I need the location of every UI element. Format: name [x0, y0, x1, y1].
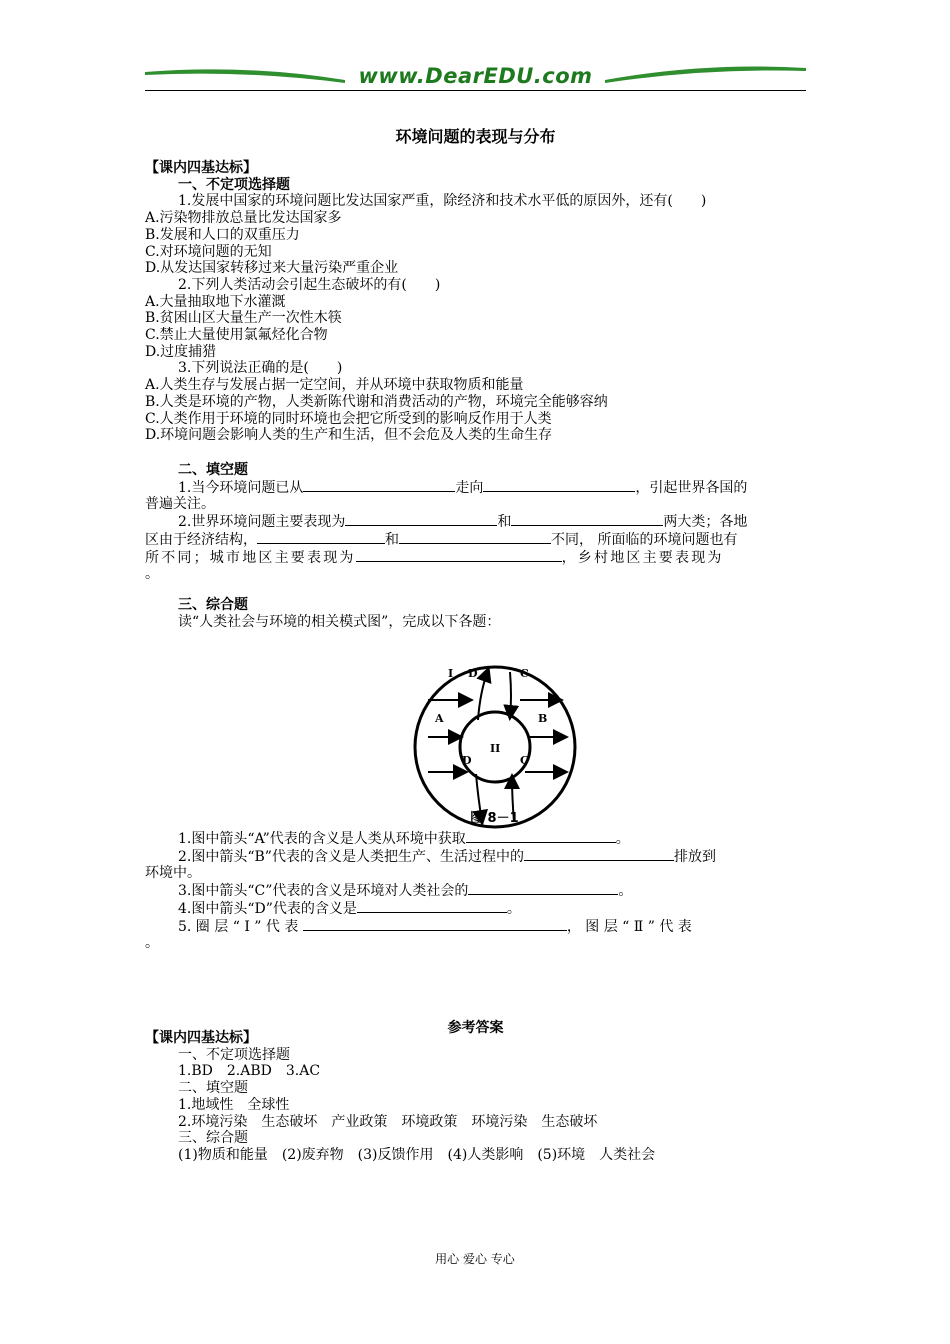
answers-a3: (1)物质和能量 (2)废弃物 (3)反馈作用 (4)人类影响 (5)环境 人类社会 [178, 1146, 656, 1163]
p3-q3 [145, 882, 806, 900]
q2-option: C.禁止大量使用氯氟烃化合物 [145, 327, 328, 344]
blank[interactable] [303, 479, 455, 492]
blank[interactable] [303, 918, 567, 931]
text: 1.当今环境问题已从 [178, 479, 304, 496]
text: 两大类；各地 [663, 514, 748, 531]
text: 3.图中箭头“C”代表的含义是环境对人类社会的 [178, 883, 469, 900]
header-rule [145, 90, 806, 91]
q2-option: B.贫困山区大量生产一次性木筷 [145, 310, 342, 327]
answers-h2: 二、填空题 [178, 1080, 248, 1097]
label-a: A [435, 712, 444, 725]
q3-option: C.人类作用于环境的同时环境也会把它所受到的影响反作用于人类 [145, 410, 552, 427]
blank[interactable] [399, 531, 551, 544]
text: 。 [506, 900, 521, 917]
text: ，乡村地区主要表现为 [561, 549, 724, 566]
part2-heading: 二、填空题 [178, 462, 248, 478]
p3-q2 [145, 848, 806, 866]
label-d-top: D [468, 667, 478, 680]
answers-h3: 三、综合题 [178, 1130, 248, 1147]
p3-q2-cont: 环境中。 [145, 865, 201, 882]
text: 走向 [455, 479, 484, 496]
label-outer: I [448, 667, 454, 680]
blank[interactable] [466, 830, 616, 843]
q3-option: D.环境问题会影响人类的生产和生活，但不会危及人类的生命生存 [145, 427, 553, 444]
q3-option: B.人类是环境的产物，人类新陈代谢和消费活动的产物，环境完全能够容纳 [145, 393, 608, 410]
answers-a2-2: 2.环境污染 生态破坏 产业政策 环境政策 环境污染 生态破坏 [178, 1113, 598, 1130]
q1-option: A.污染物排放总量比发达国家多 [145, 210, 342, 227]
answers-a1: 1.BD 2.ABD 3.AC [178, 1063, 321, 1080]
text: 2.图中箭头“B”代表的含义是人类把生产、生活过程中的 [178, 848, 524, 865]
fill-q1-cont: 普遍关注。 [145, 496, 215, 513]
figure-caption: 图 8－1 [470, 811, 519, 826]
label-c-top: C [520, 667, 529, 680]
label-b: B [538, 712, 548, 725]
blank[interactable] [483, 479, 635, 492]
p3-q1 [145, 830, 806, 848]
blank[interactable] [468, 882, 618, 895]
blank[interactable] [345, 513, 497, 526]
p3-q5-end: 。 [145, 935, 159, 952]
text: 和 [385, 531, 399, 548]
text: ， 图 层 “ Ⅱ ” 代 表 [566, 918, 692, 935]
p3-q5 [145, 918, 806, 936]
section-heading: 【课内四基达标】 [145, 160, 257, 176]
text: ，引起世界各国的 [635, 479, 748, 496]
answers-title: 参考答案 [447, 1020, 504, 1036]
fill-q2-end: 。 [145, 566, 159, 583]
q1-option: D.从发达国家转移过来大量污染严重企业 [145, 260, 399, 277]
part3-block [145, 597, 806, 630]
label-inner: II [490, 742, 501, 755]
answers-h1: 一、不定项选择题 [178, 1046, 290, 1063]
fill-q2-cont2 [145, 549, 806, 567]
text: 。 [618, 883, 633, 900]
question-2: 2.下列人类活动会引起生态破坏的有( ) [178, 276, 441, 293]
site-header [145, 60, 806, 92]
text: 1.图中箭头“A”代表的含义是人类从环境中获取 [178, 831, 466, 847]
question-1: 1.发展中国家的环境问题比发达国家严重，除经济和技术水平低的原因外，还有( ) [178, 193, 707, 210]
text: 排放到 [673, 848, 716, 865]
label-d-bottom: D [462, 754, 472, 767]
q3-option: A.人类生存与发展占据一定空间，并从环境中获取物质和能量 [145, 377, 524, 394]
p3-q4 [145, 900, 806, 918]
text: 。 [615, 831, 630, 847]
part1-block [145, 160, 806, 444]
fill-q2-cont [145, 531, 806, 549]
page-footer: 用心 爱心 专心 [435, 1252, 515, 1266]
text: 所不同；城市地区主要表现为 [145, 549, 356, 566]
q2-option: D.过度捕猎 [145, 343, 217, 360]
q1-option: B.发展和人口的双重压力 [145, 226, 300, 243]
site-logo[interactable]: www.DearEDU.com [358, 64, 593, 88]
part3-intro: 读“人类社会与环境的相关模式图”，完成以下各题： [178, 613, 501, 630]
answers-section: 【课内四基达标】 [145, 1030, 257, 1046]
part2-block [145, 462, 806, 583]
text: 2.世界环境问题主要表现为 [178, 514, 346, 531]
text: 不同， 所面临的环境问题也有 [551, 531, 738, 548]
fill-q1 [145, 479, 806, 497]
part3-heading: 三、综合题 [178, 597, 248, 613]
answers-block [145, 1030, 806, 1164]
q2-option: A.大量抽取地下水灌溉 [145, 293, 286, 310]
text: 区由于经济结构， [145, 531, 257, 548]
text: 4.图中箭头“D”代表的含义是 [178, 900, 357, 917]
text: 5. 圈 层 “ Ⅰ ” 代 表 [178, 918, 299, 935]
blank[interactable] [257, 531, 385, 544]
blank[interactable] [524, 848, 674, 861]
page-title: 环境问题的表现与分布 [395, 127, 556, 146]
part1-heading: 一、不定项选择题 [178, 176, 290, 193]
blank[interactable] [511, 513, 663, 526]
label-c-bottom: C [520, 754, 529, 767]
part3-questions [145, 830, 806, 952]
text: 和 [497, 514, 512, 531]
blank[interactable] [357, 900, 507, 913]
answers-a2-1: 1.地域性 全球性 [178, 1096, 290, 1113]
blank[interactable] [356, 549, 562, 562]
q1-option: C.对环境问题的无知 [145, 243, 272, 260]
fill-q2 [145, 513, 806, 531]
question-3: 3.下列说法正确的是( ) [178, 360, 343, 377]
